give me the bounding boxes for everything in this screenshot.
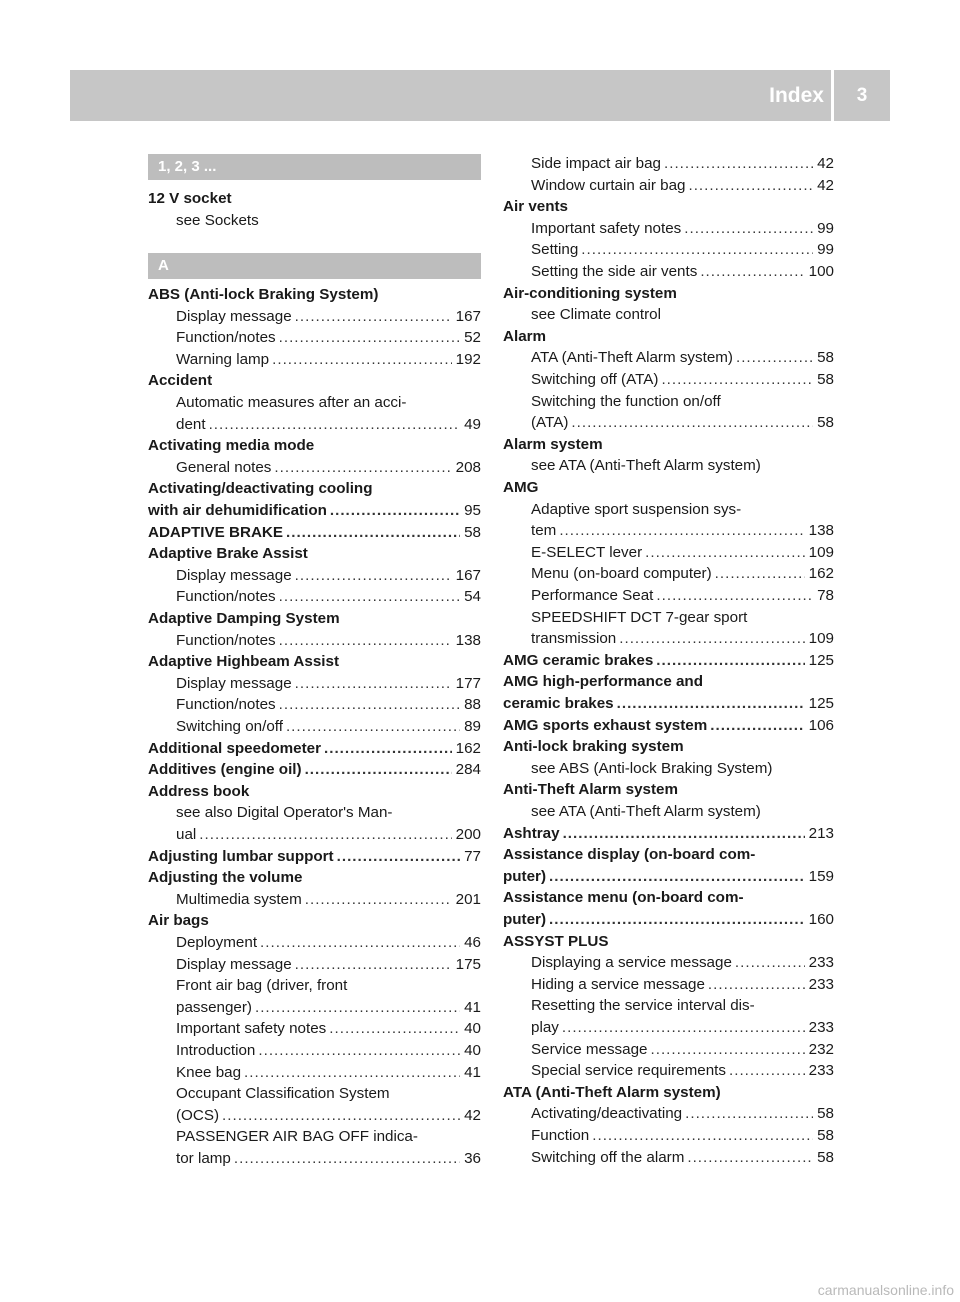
index-entry [148,608,481,630]
page-ref: 138 [455,631,481,649]
entry-text: AMG [503,479,539,496]
dot-leader [715,563,805,585]
dot-leader [656,585,813,607]
index-subentry [176,1062,481,1084]
entry-text: E-SELECT lever [531,543,643,561]
index-entry [148,781,481,803]
entry-text: Adjusting the volume [148,869,303,887]
entry-text: Side impact air bag [531,155,662,172]
page-ref: 167 [455,307,481,325]
entry-text: SPEEDSHIFT DCT 7-gear sport [531,608,748,626]
entry-text: with air dehumidification [148,502,327,519]
entry-text: AMG sports exhaust system [503,716,708,734]
dot-leader [209,414,461,436]
page-ref: 58 [817,1148,834,1166]
index-subentry [176,414,481,436]
page-ref: 162 [455,739,481,757]
entry-text: Adaptive sport suspension sys- [531,500,742,518]
page-ref: 175 [455,955,481,973]
dot-leader [559,520,804,542]
index-entry [503,326,834,348]
entry-text: tor lamp [176,1150,231,1167]
page-ref: 58 [817,371,834,388]
index-entry [148,910,481,932]
entry-text: Display message [176,674,292,692]
page-ref: 106 [808,716,834,734]
entry-text: Air vents [503,198,568,216]
index-subentry [176,210,481,232]
entry-text: Adaptive Damping System [148,610,340,627]
index-subentry [176,694,481,716]
page-ref: 100 [808,263,834,280]
entry-text: Displaying a service message [531,954,732,972]
index-subentry [531,628,834,650]
index-subentry [531,563,834,585]
entry-text: Important safety notes [531,219,682,237]
entry-text: Switching off the alarm [531,1148,685,1166]
index-subentry [531,1017,834,1039]
entry-text: Alarm system [503,435,603,453]
page-number: 3 [856,85,868,106]
index-subentry [531,304,834,326]
entry-text: Occupant Classification System [176,1085,390,1103]
page-ref: 54 [464,588,481,606]
page-ref: 192 [455,350,481,368]
page-ref: 89 [464,718,481,735]
entry-text: Additional speedometer [148,739,321,757]
page-ref: 36 [464,1150,481,1167]
dot-leader [661,369,813,391]
page-ref: 58 [817,414,834,432]
entry-text: Anti-lock braking system [503,738,684,756]
dot-leader [664,153,813,175]
page-ref: 177 [455,674,481,692]
index-subentry [531,499,834,521]
dot-leader [563,823,805,845]
entry-text: play [531,1019,559,1036]
entry-text: ATA (Anti-Theft Alarm system) [531,349,733,367]
page-ref: 77 [464,847,481,865]
entry-text: Deployment [176,934,258,951]
index-entry [503,887,834,909]
dot-leader [234,1148,460,1170]
index-entry [148,370,481,392]
page-ref: 42 [464,1106,481,1124]
entry-text: Special service requirements [531,1062,726,1080]
index-subentry [176,1083,481,1105]
entry-text: see ATA (Anti-Theft Alarm system) [531,457,761,475]
index-subentry [176,716,481,738]
index-entry [503,931,834,953]
page-ref: 284 [455,761,481,779]
dot-leader [708,974,805,996]
entry-text: Multimedia system [176,890,302,908]
index-subentry [531,218,834,240]
index-entry [503,715,834,737]
dot-leader [286,716,460,738]
dot-leader [305,759,452,781]
index-subentry [531,1060,834,1082]
dot-leader [736,347,813,369]
index-subentry [176,1126,481,1148]
index-subentry [176,586,481,608]
entry-text: Front air bag (driver, front [176,977,348,995]
entry-text: see also Digital Operator's Man- [176,804,393,822]
entry-text: Switching the function on/off [531,392,721,410]
entry-text: tem [531,522,557,540]
index-subentry [531,1147,834,1169]
entry-text: passenger) [176,998,252,1016]
index-entry [503,693,834,715]
dot-leader [651,1039,805,1061]
index-entry [503,1082,834,1104]
page-ref: 160 [808,911,834,928]
index-entry [148,846,481,868]
entry-text: Display message [176,955,292,973]
page-ref: 233 [808,975,834,993]
entry-text: ASSYST PLUS [503,932,609,950]
index-subentry [531,391,834,413]
index-subentry [176,349,481,371]
page-ref: 88 [464,696,481,714]
entry-text: ual [176,826,197,843]
entry-text: Alarm [503,327,547,345]
page-ref: 125 [808,651,834,669]
index-entry [503,909,834,931]
entry-text: Hiding a service message [531,975,705,993]
page-ref: 200 [455,826,481,843]
page-ref: 41 [464,1063,481,1081]
index-entry [148,500,481,522]
dot-leader [305,889,452,911]
page-ref: 58 [817,1127,834,1144]
entry-text: General notes [176,458,272,476]
page-header [70,70,890,121]
index-subentry [531,1103,834,1125]
entry-text: Activating/deactivating cooling [148,480,373,498]
entry-text: Activating media mode [148,437,315,455]
index-subentry [176,824,481,846]
dot-leader [295,673,452,695]
section-header-a: A [148,253,481,279]
page-ref: 232 [808,1040,834,1058]
dot-leader [279,694,460,716]
entry-text: PASSENGER AIR BAG OFF indica- [176,1128,418,1146]
page-ref: 95 [464,502,481,519]
dot-leader [684,218,813,240]
entry-text: 12 V socket [148,190,232,207]
index-subentry [531,261,834,283]
index-subentry [531,520,834,542]
dot-leader [656,650,804,672]
entry-text: Address book [148,782,250,800]
page-title: Index [769,84,824,107]
section-header-numeric: 1, 2, 3 ... [148,154,481,180]
page-ref: 41 [464,998,481,1016]
dot-leader [700,261,804,283]
dot-leader [295,954,452,976]
dot-leader [710,715,804,737]
entry-text: puter) [503,911,547,928]
entry-text: ATA (Anti-Theft Alarm system) [503,1083,721,1101]
dot-leader [688,175,813,197]
dot-leader [295,565,452,587]
entry-text: Resetting the service interval dis- [531,997,755,1015]
entry-text: puter) [503,867,547,885]
dot-leader [199,824,451,846]
dot-leader [295,306,452,328]
index-subentry [176,975,481,997]
entry-text: Performance Seat [531,587,654,604]
page-ref: 99 [817,219,834,237]
page-ref: 78 [817,587,834,604]
entry-text: Switching off (ATA) [531,371,659,388]
watermark: carmanualsonline.info [817,1282,954,1298]
index-entry [503,283,834,305]
index-subentry [531,607,834,629]
entry-text: Air bags [148,912,209,930]
entry-text: Function/notes [176,696,276,714]
page-ref: 213 [808,824,834,842]
page-ref: 201 [455,890,481,908]
index-subentry [531,585,834,607]
dot-leader [279,630,452,652]
index-subentry [531,801,834,823]
index-entry [148,738,481,760]
entry-text: Menu (on-board computer) [531,565,712,583]
page-ref: 138 [808,522,834,540]
page-ref: 40 [464,1042,481,1059]
entry-text: (ATA) [531,414,569,432]
index-subentry [176,997,481,1019]
index-entry [503,866,834,888]
page-ref: 42 [817,155,834,172]
index-entry [148,543,481,565]
entry-text: Automatic measures after an acci- [176,394,407,411]
entry-text: Display message [176,307,292,325]
entry-text: Anti-Theft Alarm system [503,781,678,799]
index-entry [503,736,834,758]
entry-text: Setting [531,241,579,259]
index-subentry [531,542,834,564]
index-entry [148,478,481,500]
index-subentry [176,327,481,349]
index-entry [503,671,834,693]
page-ref: 58 [817,349,834,367]
dot-leader [274,457,451,479]
dot-leader [330,500,460,522]
index-entry [503,844,834,866]
entry-text: ABS (Anti-lock Braking System) [148,286,379,303]
index-subentry [176,306,481,328]
index-subentry [531,995,834,1017]
page-ref: 99 [817,241,834,259]
dot-leader [729,1060,805,1082]
page-ref: 58 [464,523,481,541]
index-entry [503,196,834,218]
index-subentry [531,175,834,197]
index-subentry [176,630,481,652]
dot-leader [549,909,805,931]
index-subentry [531,412,834,434]
index-subentry [176,1148,481,1170]
page-ref: 159 [808,867,834,885]
dot-leader [562,1017,805,1039]
dot-leader [645,542,805,564]
dot-leader [244,1062,460,1084]
page-ref: 233 [808,1019,834,1036]
page-ref: 162 [808,565,834,583]
entry-text: see Sockets [176,211,259,229]
entry-text: Adaptive Brake Assist [148,545,308,563]
index-subentry [531,1039,834,1061]
entry-text: Assistance display (on-board com- [503,846,756,864]
dot-leader [258,1040,460,1062]
entry-text: Setting the side air vents [531,263,698,280]
page-ref: 125 [808,695,834,712]
entry-text: Function/notes [176,631,276,649]
page-ref: 49 [464,415,481,433]
index-subentry [531,239,834,261]
entry-text: ADAPTIVE BRAKE [148,523,284,541]
entry-text: Function/notes [176,329,276,347]
index-entry [148,284,481,306]
index-entry [148,759,481,781]
dot-leader [272,349,452,371]
entry-text: transmission [531,630,617,648]
dot-leader [286,522,460,544]
index-entry [148,188,481,210]
dot-leader [255,997,460,1019]
index-entry [148,435,481,457]
dot-leader [337,846,460,868]
index-subentry [176,932,481,954]
index-subentry [531,1125,834,1147]
index-entry [503,477,834,499]
index-subentry [531,758,834,780]
entry-text: Adaptive Highbeam Assist [148,653,340,671]
index-subentry [176,457,481,479]
page-ref: 233 [808,1062,834,1080]
index-subentry [176,565,481,587]
entry-text: Important safety notes [176,1020,327,1038]
entry-text: Introduction [176,1042,256,1059]
page-ref: 208 [455,458,481,476]
index-entry [148,522,481,544]
entry-text: see ABS (Anti-lock Braking System) [531,759,773,777]
page-ref: 46 [464,934,481,951]
dot-leader [687,1147,813,1169]
index-subentry [531,952,834,974]
entry-text: Function [531,1127,590,1144]
entry-text: Accident [148,372,213,390]
page-ref: 167 [455,566,481,584]
entry-text: Ashtray [503,824,560,842]
entry-text: dent [176,415,206,433]
index-subentry [176,802,481,824]
index-subentry [531,369,834,391]
page-ref: 58 [817,1105,834,1123]
dot-leader [329,1018,460,1040]
dot-leader [279,327,460,349]
page-ref: 42 [817,176,834,194]
index-subentry [531,455,834,477]
entry-text: Adjusting lumbar support [148,847,334,865]
dot-leader [592,1125,813,1147]
dot-leader [685,1103,813,1125]
index-subentry [531,347,834,369]
dot-leader [324,738,452,760]
page-ref: 52 [464,329,481,347]
entry-text: see ATA (Anti-Theft Alarm system) [531,803,761,820]
index-subentry [176,1018,481,1040]
index-subentry [176,673,481,695]
entry-text: Warning lamp [176,350,270,368]
index-entry [503,650,834,672]
entry-text: Service message [531,1040,648,1058]
entry-text: Air-conditioning system [503,284,677,302]
page-ref: 109 [808,543,834,561]
dot-leader [260,932,460,954]
entry-text: Window curtain air bag [531,176,686,194]
entry-text: Switching on/off [176,718,283,735]
entry-text: Display message [176,566,292,584]
index-subentry [176,392,481,414]
page-ref: 40 [464,1020,481,1038]
entry-text: ceramic brakes [503,695,614,712]
index-subentry [176,1040,481,1062]
dot-leader [279,586,460,608]
page-ref: 233 [808,954,834,972]
index-entry [503,779,834,801]
entry-text: Knee bag [176,1063,242,1081]
entry-text: AMG ceramic brakes [503,651,654,669]
entry-text: Function/notes [176,588,276,606]
index-subentry [176,954,481,976]
dot-leader [735,952,805,974]
index-subentry [531,153,834,175]
index-subentry [176,889,481,911]
entry-text: see Climate control [531,306,661,324]
index-entry [148,651,481,673]
index-entry [148,867,481,889]
entry-text: (OCS) [176,1106,220,1124]
dot-leader [619,628,804,650]
page-ref: 109 [808,630,834,648]
index-subentry [176,1105,481,1127]
entry-text: Assistance menu (on-board com- [503,889,744,907]
entry-text: Activating/deactivating [531,1105,683,1123]
dot-leader [581,239,813,261]
entry-text: AMG high-performance and [503,673,703,691]
dot-leader [549,866,805,888]
index-subentry [531,974,834,996]
dot-leader [571,412,813,434]
dot-leader [222,1105,460,1127]
entry-text: Additives (engine oil) [148,761,302,779]
dot-leader [617,693,805,715]
index-entry [503,823,834,845]
index-entry [503,434,834,456]
